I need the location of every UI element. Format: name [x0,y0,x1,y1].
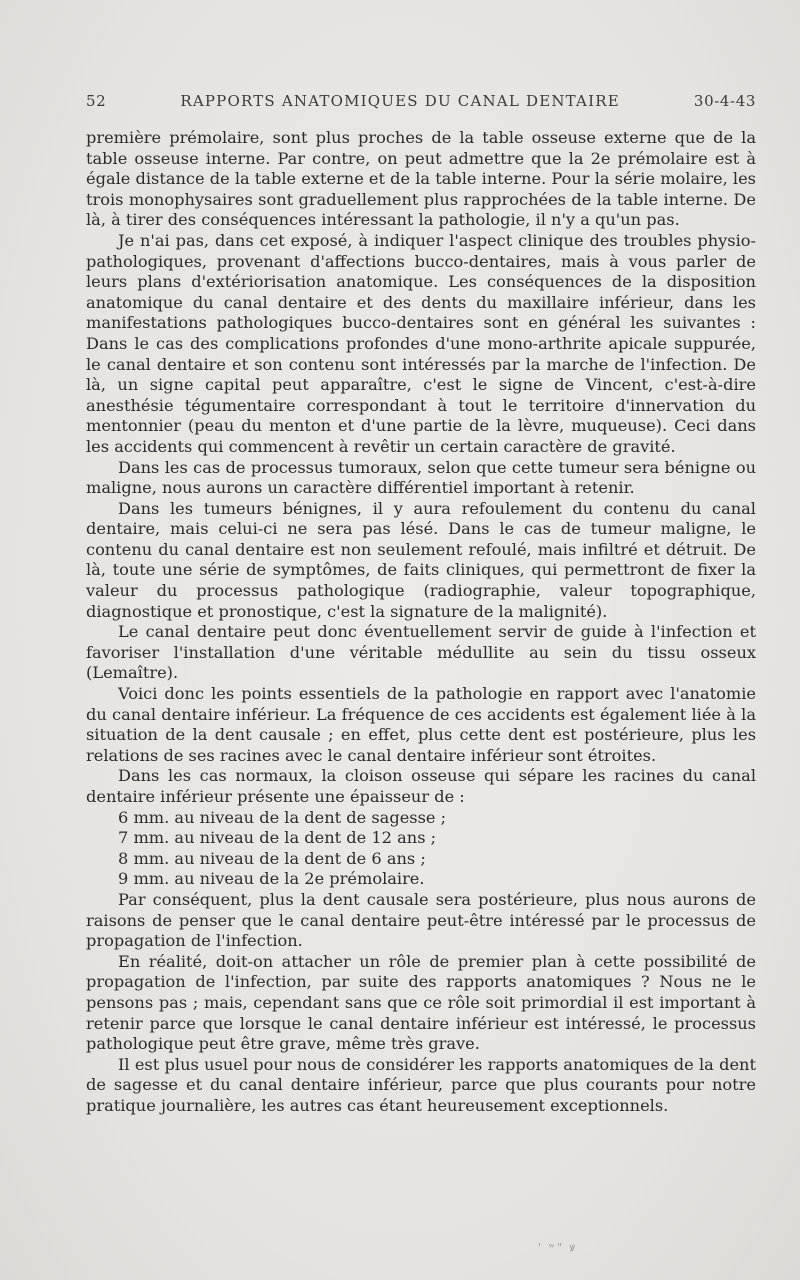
running-title: RAPPORTS ANATOMIQUES DU CANAL DENTAIRE [180,92,620,110]
page-header [86,92,756,110]
paragraph: Par conséquent, plus la dent causale sera postérieure, plus nous aurons de raisons de penser que le canal dentaire peut-être intéressé par le processus de propagation de l'infection. [86,889,756,951]
list-item: 7 mm. au niveau de la dent de 12 ans ; [118,828,437,848]
paragraph: Voici donc les points essentiels de la pathologie en rapport avec l'anatomie du canal dentaire inférieur. La fréquence de ces accidents est également liée à la situation de la dent causale ; en effet, plus cette dent est postérieure, plus les relations de ses racines avec le canal dentaire inférieur sont étroites. [86,684,756,765]
paragraph: Il est plus usuel pour nous de considérer les rapports anatomiques de la dent de sagesse et du canal dentaire inférieur, parce que plus courants pour notre pratique journalière, les autres cas étant heureusement exceptionnels. [86,1054,756,1115]
thickness-list [86,808,756,890]
paragraph: première prémolaire, sont plus proches de la table osseuse externe que de la table osseuse interne. Par contre, on peut admettre que la 2e prémolaire est à égale distance de la table externe et de la table interne. Pour la série molaire, les trois monophysaires sont graduellement plus rapprochées de la table interne. De là, à tirer des conséquences intéressant la pathologie, il n'y a qu'un pas. [86,128,756,230]
list-item: 9 mm. au niveau de la 2e prémolaire. [118,869,425,889]
paragraph: En réalité, doit-on attacher un rôle de premier plan à cette possibilité de propagation de l'infection, par suite des rapports anatomiques ? Nous ne le pensons pas ; mais, cependant sans que ce rôle soit primordial il est important à retenir parce que lorsque le canal dentaire inférieur est intéressé, le processus pathologique peut être grave, même très grave. [86,951,756,1054]
paragraph: Je n'ai pas, dans cet exposé, à indiquer l'aspect clinique des troubles physio-pathologiques, provenant d'affections bucco-dentaires, mais à vous parler de leurs plans d'extériorisation anatomique. Les conséquences de la disposition anatomique du canal dentaire et des dents du maxillaire inférieur, dans les manifestations pathologiques bucco-dentaires sont en général les suivantes : Dans le cas des complications profondes d'une mono-arthrite apicale suppurée, le canal dentaire et son contenu sont intéressés par la marche de l'infection. De là, un signe capital peut apparaître, c'est le signe de Vincent, c'est-à-dire anesthésie tégumentaire correspondant à tout le territoire d'innervation du mentonnier (peau du menton et d'une partie de la lèvre, muqueuse). Ceci dans les accidents qui commencent à revêtir un certain caractère de gravité. [86,230,756,456]
page-number: 52 [86,92,107,110]
body-text [86,128,756,1117]
paragraph: Dans les cas normaux, la cloison osseuse qui sépare les racines du canal dentaire inférieur présente une épaisseur de : [86,766,756,806]
paragraph: Le canal dentaire peut donc éventuellement servir de guide à l'infection et favoriser l'installation d'une véritable médullite au sein du tissu osseux (Lemaître). [86,622,756,683]
list-item: 6 mm. au niveau de la dent de sagesse ; [118,807,447,827]
paragraph: Dans les cas de processus tumoraux, selon que cette tumeur sera bénigne ou maligne, nous aurons un caractère différentiel important à retenir. [86,457,756,498]
page-date: 30-4-43 [693,92,756,110]
paragraph: Dans les tumeurs bénignes, il y aura refoulement du contenu du canal dentaire, mais celui-ci ne sera pas lésé. Dans le cas de tumeur maligne, le contenu du canal dentaire est non seulement refoulé, mais infiltré et détruit. De là, toute une série de symptômes, de faits cliniques, qui permettront de fixer la valeur du processus pathologique (radiographie, valeur topographique, diagnostique et pronostique, c'est la signature de la malignité). [86,498,756,621]
printer-mark-smudge: ' ʷ" ꝟ [538,1241,578,1254]
list-item: 8 mm. au niveau de la dent de 6 ans ; [118,848,426,868]
